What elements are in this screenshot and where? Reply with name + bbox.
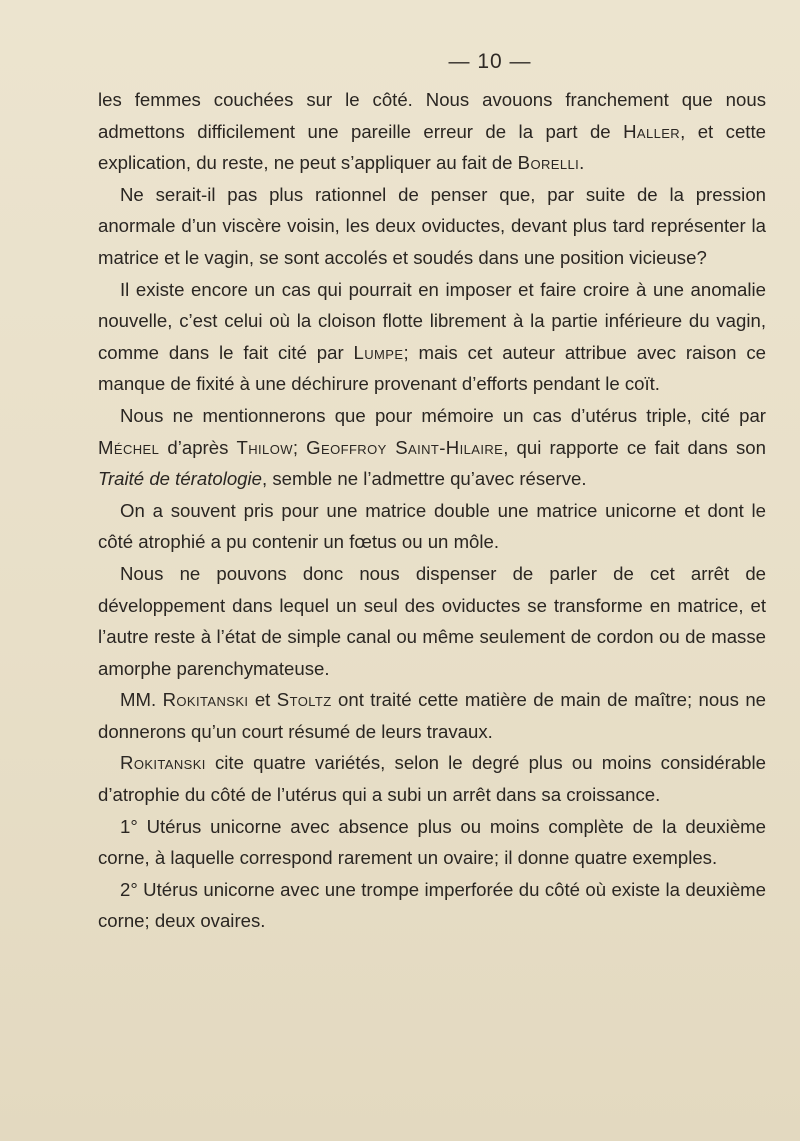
text-run: d’après [159,436,237,458]
paragraph [98,179,766,274]
author-name: Rokitanski [120,752,206,774]
paragraph [98,684,766,747]
author-name: Borelli [517,152,580,174]
text-run: 2° Utérus unicorne avec une trompe imperforée du côté où existe la deuxième corne; deux ovaires. [98,878,766,932]
text-run: MM. [120,689,163,711]
paragraph [98,874,766,937]
paragraph [98,747,766,810]
author-name: Stoltz [276,689,332,711]
text-run: ont traité cette matière de main de maître; nous ne donnerons qu’un court résumé de leurs travaux. [98,689,767,742]
paragraph [98,495,766,558]
text-run: . [579,152,585,174]
paragraph [98,558,766,684]
text-run: Nous ne mentionnerons que pour mémoire un cas d’utérus triple, cité par [120,404,766,426]
text-run: cite quatre variétés, selon le degré plus ou moins considérable d’atrophie du côté de l’utérus qui a subi un arrêt dans sa croissance. [98,752,766,806]
author-name: Thilow [236,436,293,458]
text-run: et [248,689,277,711]
author-name: Méchel [98,436,160,458]
text-run: les femmes couchées sur le côté. Nous avouons franchement que nous admettons difficilement une pareille erreur de la part de [98,89,766,142]
text-run: ; mais cet auteur attribue avec raison ce manque de fixité à une déchirure provenant d’efforts pendant le coït. [98,341,766,395]
author-name: Lumpe [353,341,404,363]
text-run: , semble ne l’admettre qu’avec réserve. [262,468,587,490]
author-name: Geoffroy Saint-Hilaire [306,436,504,458]
text-run: Il existe encore un cas qui pourrait en imposer et faire croire à une anomalie nouvelle, c’est celui où la cloison flotte librement à la partie inférieure du vagin, comme dans le fait cité par [98,278,766,363]
text-run: , et cette explication, du reste, ne peut s’appliquer au fait de [98,120,766,174]
text-run: Nous ne pouvons donc nous dispenser de parler de cet arrêt de développement dans lequel un seul des oviductes se transforme en matrice, et l’autre reste à l’état de simple canal ou même seulement de cordon ou de masse amorphe parenchymateuse. [98,562,766,679]
text-run: 1° Utérus unicorne avec absence plus ou moins complète de la deuxième corne, à laquelle correspond rarement un ovaire; il donne quatre exemples. [98,815,766,869]
text-run: On a souvent pris pour une matrice double une matrice unicorne et dont le côté atrophié a pu contenir un fœtus ou un môle. [98,499,766,553]
body-text [98,84,766,937]
book-title: Traité de tératologie [98,468,262,490]
text-run: , qui rapporte ce fait dans son [503,436,766,458]
paragraph [98,811,766,874]
text-run: ; [292,436,307,458]
paragraph [98,400,766,495]
paragraph [98,274,766,400]
paragraph [98,84,766,179]
author-name: Haller [623,120,681,142]
page-number: — 10 — [448,50,532,73]
author-name: Rokitanski [162,689,249,711]
text-run: Ne serait-il pas plus rationnel de penser que, par suite de la pression anormale d’un viscère voisin, les deux oviductes, devant plus tard représenter la matrice et le vagin, se sont accolés et soudés dans une position vicieuse? [98,183,766,268]
